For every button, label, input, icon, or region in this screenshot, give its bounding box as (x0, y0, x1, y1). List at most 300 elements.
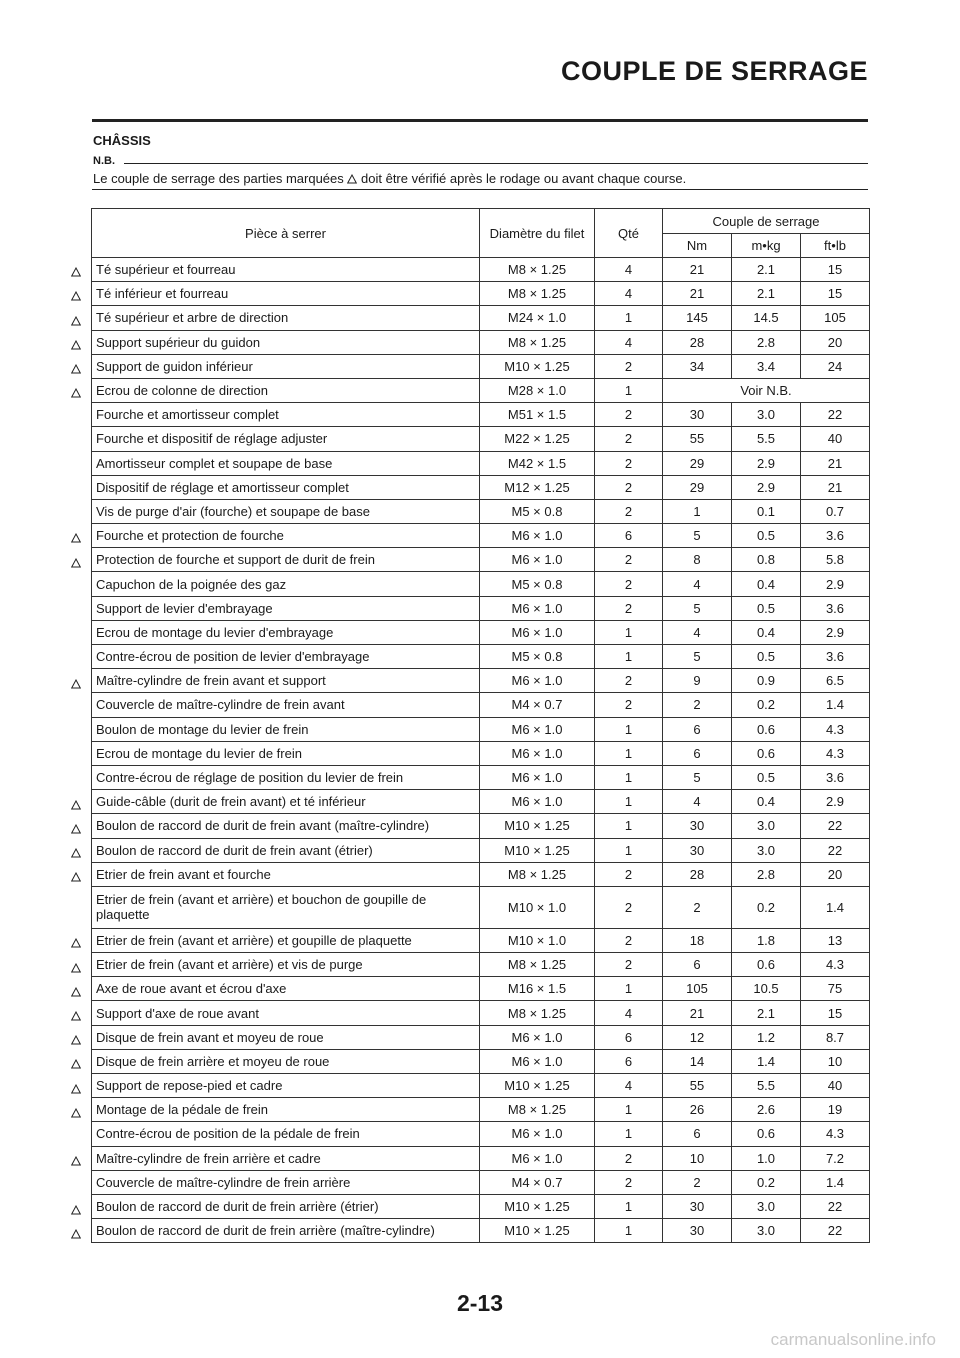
mkg-cell: 0.4 (732, 790, 801, 814)
part-name-cell: Contre-écrou de position de la pédale de frein (92, 1122, 480, 1146)
part-name-cell: Disque de frein arrière et moyeu de roue (92, 1049, 480, 1073)
part-name-cell: Etrier de frein (avant et arrière) et bouchon de goupille de plaquette (92, 886, 480, 928)
triangle-mark-icon (66, 1056, 86, 1074)
thread-cell: M6 × 1.0 (480, 1049, 595, 1073)
qty-cell: 1 (595, 645, 663, 669)
part-name-cell: Ecrou de colonne de direction (92, 378, 480, 402)
nm-cell: 26 (663, 1098, 732, 1122)
table-row (92, 524, 870, 548)
thread-cell: M8 × 1.25 (480, 282, 595, 306)
table-row (92, 1146, 870, 1170)
ftlb-cell: 15 (801, 282, 870, 306)
qty-cell: 6 (595, 1049, 663, 1073)
thread-cell: M6 × 1.0 (480, 596, 595, 620)
mkg-cell: 0.1 (732, 499, 801, 523)
thread-cell: M6 × 1.0 (480, 669, 595, 693)
part-name-cell: Support de repose-pied et cadre (92, 1074, 480, 1098)
part-name-cell: Boulon de raccord de durit de frein arrière (étrier) (92, 1194, 480, 1218)
table-row (92, 862, 870, 886)
table-row (92, 928, 870, 952)
ftlb-cell: 3.6 (801, 524, 870, 548)
qty-cell: 2 (595, 427, 663, 451)
ftlb-cell: 21 (801, 475, 870, 499)
thread-cell: M28 × 1.0 (480, 378, 595, 402)
mkg-cell: 0.4 (732, 572, 801, 596)
thread-cell: M51 × 1.5 (480, 403, 595, 427)
table-row (92, 1049, 870, 1073)
table-row (92, 258, 870, 282)
table-row (92, 427, 870, 451)
triangle-mark-icon (66, 288, 86, 306)
table-row (92, 475, 870, 499)
qty-cell: 1 (595, 838, 663, 862)
part-name-cell: Couvercle de maître-cylindre de frein arrière (92, 1170, 480, 1194)
nm-cell: 2 (663, 693, 732, 717)
nm-cell: 12 (663, 1025, 732, 1049)
mkg-cell: 0.5 (732, 645, 801, 669)
table-row (92, 765, 870, 789)
thread-cell: M5 × 0.8 (480, 645, 595, 669)
table-row (92, 1194, 870, 1218)
qty-cell: 2 (595, 862, 663, 886)
note-text (93, 171, 686, 186)
part-name-cell: Ecrou de montage du levier d'embrayage (92, 620, 480, 644)
qty-cell: 2 (595, 403, 663, 427)
ftlb-cell: 22 (801, 814, 870, 838)
part-name-cell: Etrier de frein (avant et arrière) et goupille de plaquette (92, 928, 480, 952)
triangle-mark-icon (66, 845, 86, 863)
table-row (92, 1074, 870, 1098)
mkg-cell: 0.8 (732, 548, 801, 572)
ftlb-cell: 75 (801, 977, 870, 1001)
ftlb-cell: 20 (801, 330, 870, 354)
nm-cell: 5 (663, 596, 732, 620)
torque-table (91, 208, 870, 1243)
qty-cell: 1 (595, 1098, 663, 1122)
thread-cell: M4 × 0.7 (480, 1170, 595, 1194)
mkg-cell: 2.1 (732, 282, 801, 306)
qty-cell: 2 (595, 475, 663, 499)
thread-cell: M6 × 1.0 (480, 1025, 595, 1049)
part-name-cell: Etrier de frein (avant et arrière) et vis de purge (92, 953, 480, 977)
ftlb-cell: 2.9 (801, 620, 870, 644)
table-row (92, 548, 870, 572)
nm-cell: 6 (663, 1122, 732, 1146)
nm-cell: 9 (663, 669, 732, 693)
part-name-cell: Disque de frein avant et moyeu de roue (92, 1025, 480, 1049)
nm-cell: 30 (663, 838, 732, 862)
qty-cell: 1 (595, 977, 663, 1001)
qty-cell: 1 (595, 1194, 663, 1218)
ftlb-cell: 13 (801, 928, 870, 952)
part-name-cell: Fourche et dispositif de réglage adjuster (92, 427, 480, 451)
part-name-cell: Ecrou de montage du levier de frein (92, 741, 480, 765)
ftlb-cell: 22 (801, 1219, 870, 1243)
qty-cell: 6 (595, 1025, 663, 1049)
mkg-cell: 1.8 (732, 928, 801, 952)
qty-cell: 2 (595, 1146, 663, 1170)
qty-cell: 4 (595, 330, 663, 354)
part-name-cell: Boulon de montage du levier de frein (92, 717, 480, 741)
table-row (92, 669, 870, 693)
ftlb-cell: 1.4 (801, 693, 870, 717)
triangle-mark-icon (66, 1105, 86, 1123)
triangle-mark-icon (66, 869, 86, 887)
table-row (92, 838, 870, 862)
table-row (92, 306, 870, 330)
table-row (92, 403, 870, 427)
part-name-cell: Fourche et protection de fourche (92, 524, 480, 548)
qty-cell: 2 (595, 928, 663, 952)
thread-cell: M4 × 0.7 (480, 693, 595, 717)
mkg-cell: 0.6 (732, 953, 801, 977)
title-rule (92, 119, 868, 122)
thread-cell: M6 × 1.0 (480, 1146, 595, 1170)
header-thread: Diamètre du filet (480, 209, 595, 258)
nm-cell: 6 (663, 717, 732, 741)
qty-cell: 1 (595, 1122, 663, 1146)
part-name-cell: Etrier de frein avant et fourche (92, 862, 480, 886)
thread-cell: M5 × 0.8 (480, 572, 595, 596)
table-row (92, 354, 870, 378)
ftlb-cell: 3.6 (801, 645, 870, 669)
table-row (92, 741, 870, 765)
thread-cell: M10 × 1.0 (480, 928, 595, 952)
mkg-cell: 0.9 (732, 669, 801, 693)
thread-cell: M10 × 1.25 (480, 354, 595, 378)
ftlb-cell: 40 (801, 427, 870, 451)
triangle-mark-icon (66, 361, 86, 379)
thread-cell: M8 × 1.25 (480, 862, 595, 886)
mkg-cell: 0.5 (732, 765, 801, 789)
thread-cell: M6 × 1.0 (480, 524, 595, 548)
nm-cell: 14 (663, 1049, 732, 1073)
qty-cell: 4 (595, 282, 663, 306)
nm-cell: 2 (663, 886, 732, 928)
ftlb-cell: 2.9 (801, 790, 870, 814)
part-name-cell: Capuchon de la poignée des gaz (92, 572, 480, 596)
table-row (92, 499, 870, 523)
table-row (92, 1098, 870, 1122)
qty-cell: 4 (595, 1074, 663, 1098)
triangle-mark-icon (66, 1153, 86, 1171)
nm-cell: 5 (663, 765, 732, 789)
mkg-cell: 5.5 (732, 427, 801, 451)
ftlb-cell: 105 (801, 306, 870, 330)
qty-cell: 1 (595, 814, 663, 838)
table-row (92, 953, 870, 977)
part-name-cell: Support de guidon inférieur (92, 354, 480, 378)
thread-cell: M12 × 1.25 (480, 475, 595, 499)
part-name-cell: Montage de la pédale de frein (92, 1098, 480, 1122)
triangle-mark-icon (347, 174, 357, 184)
qty-cell: 2 (595, 886, 663, 928)
thread-cell: M6 × 1.0 (480, 717, 595, 741)
ftlb-cell: 4.3 (801, 953, 870, 977)
part-name-cell: Couvercle de maître-cylindre de frein avant (92, 693, 480, 717)
triangle-mark-icon (66, 264, 86, 282)
part-name-cell: Dispositif de réglage et amortisseur complet (92, 475, 480, 499)
thread-cell: M6 × 1.0 (480, 765, 595, 789)
part-name-cell: Fourche et amortisseur complet (92, 403, 480, 427)
mkg-cell: 3.0 (732, 1194, 801, 1218)
qty-cell: 2 (595, 596, 663, 620)
part-name-cell: Contre-écrou de réglage de position du levier de frein (92, 765, 480, 789)
thread-cell: M22 × 1.25 (480, 427, 595, 451)
qty-cell: 2 (595, 953, 663, 977)
ftlb-cell: 8.7 (801, 1025, 870, 1049)
qty-cell: 2 (595, 548, 663, 572)
ftlb-cell: 4.3 (801, 717, 870, 741)
note-rule (124, 163, 868, 164)
table-row (92, 378, 870, 402)
ftlb-cell: 0.7 (801, 499, 870, 523)
mkg-cell: 5.5 (732, 1074, 801, 1098)
table-row (92, 1001, 870, 1025)
qty-cell: 2 (595, 451, 663, 475)
nm-cell: 6 (663, 953, 732, 977)
ftlb-cell: 4.3 (801, 1122, 870, 1146)
qty-cell: 1 (595, 378, 663, 402)
part-name-cell: Té supérieur et fourreau (92, 258, 480, 282)
ftlb-cell: 3.6 (801, 596, 870, 620)
mkg-cell: 0.4 (732, 620, 801, 644)
ftlb-cell: 10 (801, 1049, 870, 1073)
part-name-cell: Té supérieur et arbre de direction (92, 306, 480, 330)
ftlb-cell: 2.9 (801, 572, 870, 596)
nm-cell: 29 (663, 451, 732, 475)
table-row (92, 572, 870, 596)
thread-cell: M6 × 1.0 (480, 1122, 595, 1146)
triangle-mark-icon (66, 984, 86, 1002)
qty-cell: 2 (595, 1170, 663, 1194)
nm-cell: 5 (663, 645, 732, 669)
triangle-mark-icon (66, 385, 86, 403)
mkg-cell: 2.9 (732, 475, 801, 499)
triangle-mark-icon (66, 1081, 86, 1099)
part-name-cell: Amortisseur complet et soupape de base (92, 451, 480, 475)
table-row (92, 282, 870, 306)
nm-cell: 30 (663, 403, 732, 427)
mkg-cell: 0.6 (732, 1122, 801, 1146)
table-row (92, 790, 870, 814)
thread-cell: M24 × 1.0 (480, 306, 595, 330)
ftlb-cell: 21 (801, 451, 870, 475)
qty-cell: 1 (595, 790, 663, 814)
mkg-cell: 2.6 (732, 1098, 801, 1122)
mkg-cell: 0.5 (732, 524, 801, 548)
thread-cell: M6 × 1.0 (480, 741, 595, 765)
thread-cell: M8 × 1.25 (480, 1098, 595, 1122)
mkg-cell: 3.0 (732, 838, 801, 862)
nm-cell: 4 (663, 790, 732, 814)
triangle-mark-icon (66, 555, 86, 573)
nm-cell: 28 (663, 862, 732, 886)
watermark: carmanualsonline.info (770, 1330, 936, 1349)
header-qty: Qté (595, 209, 663, 258)
table-row (92, 1122, 870, 1146)
thread-cell: M10 × 1.25 (480, 838, 595, 862)
table-row (92, 451, 870, 475)
triangle-mark-icon (66, 935, 86, 953)
nm-cell: 8 (663, 548, 732, 572)
mkg-cell: 10.5 (732, 977, 801, 1001)
nm-cell: 21 (663, 282, 732, 306)
header-part: Pièce à serrer (92, 209, 480, 258)
triangle-mark-icon (66, 1008, 86, 1026)
triangle-mark-icon (66, 530, 86, 548)
page-number: 2-13 (456, 1290, 504, 1316)
nm-cell: 2 (663, 1170, 732, 1194)
ftlb-cell: 20 (801, 862, 870, 886)
part-name-cell: Axe de roue avant et écrou d'axe (92, 977, 480, 1001)
nm-cell: 4 (663, 572, 732, 596)
thread-cell: M8 × 1.25 (480, 953, 595, 977)
header-nm: Nm (663, 234, 732, 258)
nm-cell: 21 (663, 258, 732, 282)
page-title: COUPLE DE SERRAGE (560, 56, 868, 86)
table-row (92, 620, 870, 644)
mkg-cell: 2.1 (732, 1001, 801, 1025)
ftlb-cell: 6.5 (801, 669, 870, 693)
ftlb-cell: 24 (801, 354, 870, 378)
ftlb-cell: 7.2 (801, 1146, 870, 1170)
part-name-cell: Boulon de raccord de durit de frein arrière (maître-cylindre) (92, 1219, 480, 1243)
table-row (92, 977, 870, 1001)
table-row (92, 717, 870, 741)
table-row (92, 645, 870, 669)
thread-cell: M8 × 1.25 (480, 1001, 595, 1025)
table-row (92, 886, 870, 928)
nm-cell: 30 (663, 1219, 732, 1243)
mkg-cell: 0.6 (732, 741, 801, 765)
ftlb-cell: 22 (801, 838, 870, 862)
qty-cell: 1 (595, 741, 663, 765)
mkg-cell: 0.6 (732, 717, 801, 741)
triangle-mark-icon (66, 1226, 86, 1244)
ftlb-cell: 4.3 (801, 741, 870, 765)
ftlb-cell: 1.4 (801, 886, 870, 928)
part-name-cell: Support de levier d'embrayage (92, 596, 480, 620)
qty-cell: 1 (595, 306, 663, 330)
table-row (92, 1170, 870, 1194)
mkg-cell: 1.2 (732, 1025, 801, 1049)
nm-cell: 1 (663, 499, 732, 523)
thread-cell: M10 × 1.25 (480, 814, 595, 838)
part-name-cell: Contre-écrou de position de levier d'embrayage (92, 645, 480, 669)
nm-cell: 34 (663, 354, 732, 378)
table-row (92, 330, 870, 354)
nm-cell: 5 (663, 524, 732, 548)
mkg-cell: 1.4 (732, 1049, 801, 1073)
ftlb-cell: 15 (801, 1001, 870, 1025)
mkg-cell: 3.0 (732, 1219, 801, 1243)
mkg-cell: 0.5 (732, 596, 801, 620)
part-name-cell: Protection de fourche et support de durit de frein (92, 548, 480, 572)
note-text-before: Le couple de serrage des parties marquées (93, 171, 344, 186)
mkg-cell: 0.2 (732, 886, 801, 928)
thread-cell: M10 × 1.25 (480, 1219, 595, 1243)
part-name-cell: Support supérieur du guidon (92, 330, 480, 354)
part-name-cell: Maître-cylindre de frein arrière et cadre (92, 1146, 480, 1170)
nm-cell: 30 (663, 814, 732, 838)
thread-cell: M5 × 0.8 (480, 499, 595, 523)
torque-note-cell: Voir N.B. (663, 378, 870, 402)
ftlb-cell: 3.6 (801, 765, 870, 789)
triangle-mark-icon (66, 337, 86, 355)
mkg-cell: 2.1 (732, 258, 801, 282)
section-title: CHÂSSIS (93, 133, 151, 148)
part-name-cell: Té inférieur et fourreau (92, 282, 480, 306)
thread-cell: M8 × 1.25 (480, 330, 595, 354)
nm-cell: 29 (663, 475, 732, 499)
ftlb-cell: 5.8 (801, 548, 870, 572)
note-bottom-rule (92, 189, 868, 190)
table-row (92, 814, 870, 838)
header-torque: Couple de serrage (663, 209, 870, 234)
triangle-mark-icon (66, 313, 86, 331)
qty-cell: 1 (595, 620, 663, 644)
qty-cell: 1 (595, 1219, 663, 1243)
qty-cell: 4 (595, 1001, 663, 1025)
thread-cell: M8 × 1.25 (480, 258, 595, 282)
qty-cell: 1 (595, 765, 663, 789)
part-name-cell: Vis de purge d'air (fourche) et soupape de base (92, 499, 480, 523)
qty-cell: 2 (595, 693, 663, 717)
ftlb-cell: 22 (801, 1194, 870, 1218)
qty-cell: 4 (595, 258, 663, 282)
thread-cell: M42 × 1.5 (480, 451, 595, 475)
triangle-mark-icon (66, 821, 86, 839)
nm-cell: 28 (663, 330, 732, 354)
ftlb-cell: 40 (801, 1074, 870, 1098)
part-name-cell: Maître-cylindre de frein avant et support (92, 669, 480, 693)
triangle-mark-icon (66, 1032, 86, 1050)
nm-cell: 55 (663, 427, 732, 451)
mkg-cell: 2.9 (732, 451, 801, 475)
mkg-cell: 14.5 (732, 306, 801, 330)
mkg-cell: 3.0 (732, 403, 801, 427)
table-row (92, 596, 870, 620)
thread-cell: M6 × 1.0 (480, 790, 595, 814)
mkg-cell: 3.0 (732, 814, 801, 838)
ftlb-cell: 1.4 (801, 1170, 870, 1194)
note-text-after: doit être vérifié après le rodage ou avant chaque course. (361, 171, 687, 186)
ftlb-cell: 22 (801, 403, 870, 427)
triangle-mark-icon (66, 1202, 86, 1220)
table-row (92, 1025, 870, 1049)
table-row (92, 1219, 870, 1243)
nm-cell: 4 (663, 620, 732, 644)
nm-cell: 145 (663, 306, 732, 330)
qty-cell: 2 (595, 499, 663, 523)
nm-cell: 105 (663, 977, 732, 1001)
mkg-cell: 2.8 (732, 330, 801, 354)
nm-cell: 55 (663, 1074, 732, 1098)
header-mkg: m•kg (732, 234, 801, 258)
ftlb-cell: 19 (801, 1098, 870, 1122)
part-name-cell: Support d'axe de roue avant (92, 1001, 480, 1025)
thread-cell: M6 × 1.0 (480, 548, 595, 572)
part-name-cell: Boulon de raccord de durit de frein avant (étrier) (92, 838, 480, 862)
thread-cell: M10 × 1.25 (480, 1074, 595, 1098)
nm-cell: 30 (663, 1194, 732, 1218)
note-label: N.B. (93, 155, 115, 167)
nm-cell: 18 (663, 928, 732, 952)
ftlb-cell: 15 (801, 258, 870, 282)
mkg-cell: 2.8 (732, 862, 801, 886)
part-name-cell: Guide-câble (durit de frein avant) et té inférieur (92, 790, 480, 814)
